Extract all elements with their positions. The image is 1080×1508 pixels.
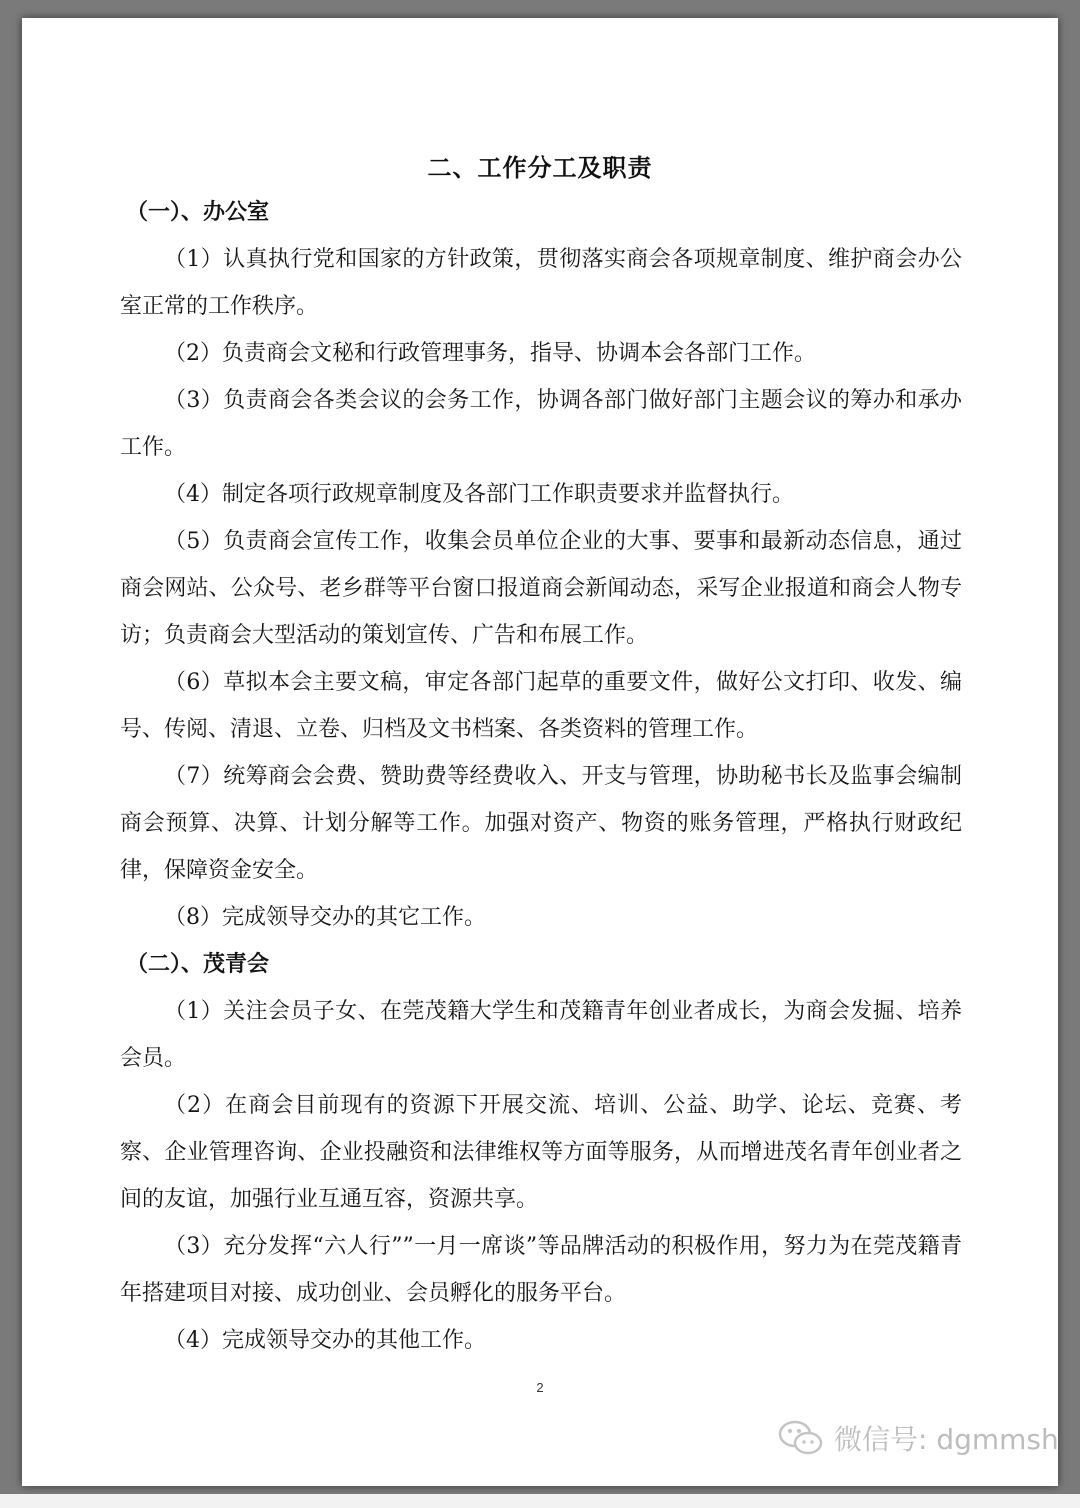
youth-item-2: （2）在商会目前现有的资源下开展交流、培训、公益、助学、论坛、竞赛、考察、企业管理咨询、企业投融资和法律维权等方面等服务，从而增进茂名青年创业者之间的友谊，加强行业互通互容，资源共享。 [120,1093,962,1212]
document-body [120,189,962,1364]
youth-item-1: （1）关注会员子女、在莞茂籍大学生和茂籍青年创业者成长，为商会发掘、培养会员。 [120,999,962,1071]
youth-item-4: （4）完成领导交办的其他工作。 [164,1328,486,1353]
office-item-4: （4）制定各项行政规章制度及各部门工作职责要求并监督执行。 [164,482,794,507]
document-page [22,18,1058,1486]
office-item-6: （6）草拟本会主要文稿，审定各部门起草的重要文件，做好公文打印、收发、编号、传阅、清退、立卷、归档及文书档案、各类资料的管理工作。 [120,670,962,742]
office-item-1: （1）认真执行党和国家的方针政策，贯彻落实商会各项规章制度、维护商会办公室正常的工作秩序。 [120,247,962,319]
office-item-8: （8）完成领导交办的其它工作。 [164,905,486,930]
page-number: 2 [536,1380,544,1395]
office-item-5: （5）负责商会宣传工作，收集会员单位企业的大事、要事和最新动态信息，通过商会网站、公众号、老乡群等平台窗口报道商会新闻动态，采写企业报道和商会人物专访；负责商会大型活动的策划宣传、广告和布展工作。 [120,529,962,648]
wechat-watermark [778,1418,1059,1458]
youth-item-3: （3）充分发挥“六人行””一月一席谈”等品牌活动的积极作用，努力为在莞茂籍青年搭建项目对接、成功创业、会员孵化的服务平台。 [120,1234,962,1306]
office-item-3: （3）负责商会各类会议的会务工作，协调各部门做好部门主题会议的筹办和承办工作。 [120,388,962,460]
bottom-edge [0,1494,1080,1508]
office-item-2: （2）负责商会文秘和行政管理事务，指导、协调本会各部门工作。 [164,341,816,366]
section-heading-youth-association: （二）、茂青会 [126,951,270,977]
section-heading-office: （一）、办公室 [126,199,270,225]
watermark-text: 微信号: dgmmsh [834,1423,1059,1456]
wechat-icon [778,1419,824,1457]
section-title: 二、工作分工及职责 [427,153,653,182]
office-item-7: （7）统筹商会会费、赞助费等经费收入、开支与管理，协助秘书长及监事会编制商会预算、决算、计划分解等工作。加强对资产、物资的账务管理，严格执行财政纪律，保障资金安全。 [120,764,962,883]
